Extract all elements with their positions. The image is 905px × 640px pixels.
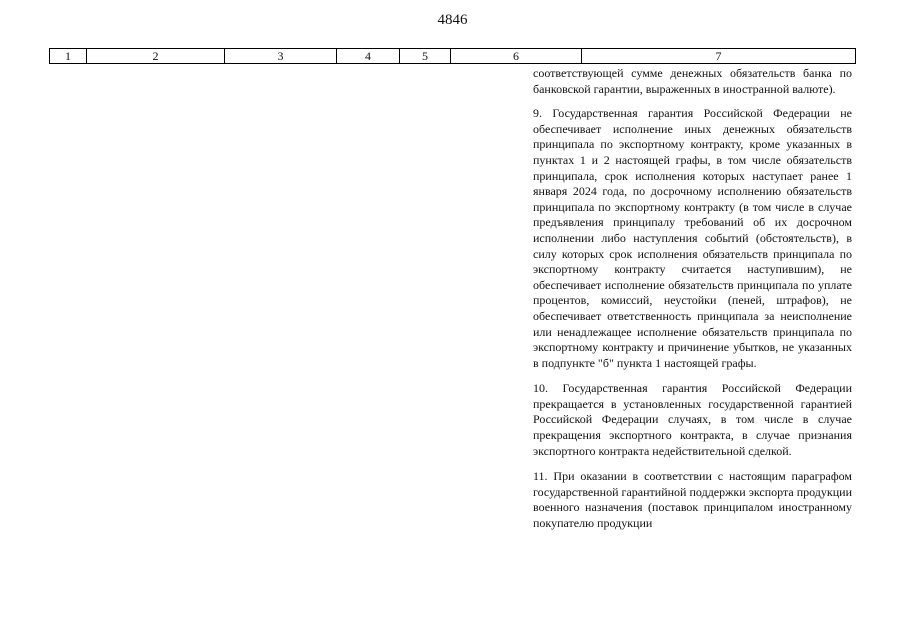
column-7-text	[533, 66, 852, 542]
paragraph-item-11: 11. При оказании в соответствии с настоящим параграфом государственной гарантийной поддержки экспорта продукции военного назначения (поставок принципалом иностранному покупателю продукции	[533, 469, 852, 531]
column-number-cell: 1	[50, 49, 87, 64]
paragraph-item-10: 10. Государственная гарантия Российской Федерации прекращается в установленных государственной гарантией Российской Федерации случаях, в том числе в случае прекращения экспортного контракта, в случае признания экспортного контракта недействительной сделкой.	[533, 381, 852, 458]
column-number-cell: 5	[400, 49, 451, 64]
column-number-cell: 6	[451, 49, 582, 64]
paragraph-item-9: 9. Государственная гарантия Российской Федерации не обеспечивает исполнение иных денежных обязательств принципала по экспортному контракту, кроме указанных в пунктах 1 и 2 настоящей графы, в том числе обязательств принципала, срок исполнения которых наступает ранее 1 января 2024 года, по досрочному исполнению обязательств принципала по экспортному контракту (в том числе в случае предъявления принципалу требований об их досрочном исполнении либо наступления событий (обстоятельств), в силу которых срок исполнения обязательств принципала по экспортному контракту считается наступившим), не обеспечивает исполнение обязательств принципала по уплате процентов, комиссий, неустойки (пеней, штрафов), не обеспечивает ответственность принципала за неисполнение или ненадлежащее исполнение обязательств принципала по экспортному контракту и причинение убытков, не указанных в подпункте "б" пункта 1 настоящей графы.	[533, 106, 852, 370]
column-header-row	[50, 49, 856, 64]
paragraph-continuation: соответствующей сумме денежных обязательств банка по банковской гарантии, выраженных в иностранной валюте).	[533, 66, 852, 96]
page-number: 4846	[437, 12, 468, 28]
column-number-cell: 7	[582, 49, 856, 64]
column-number-cell: 3	[225, 49, 337, 64]
column-number-cell: 4	[337, 49, 400, 64]
column-header-table	[49, 48, 856, 64]
column-number-cell: 2	[87, 49, 225, 64]
